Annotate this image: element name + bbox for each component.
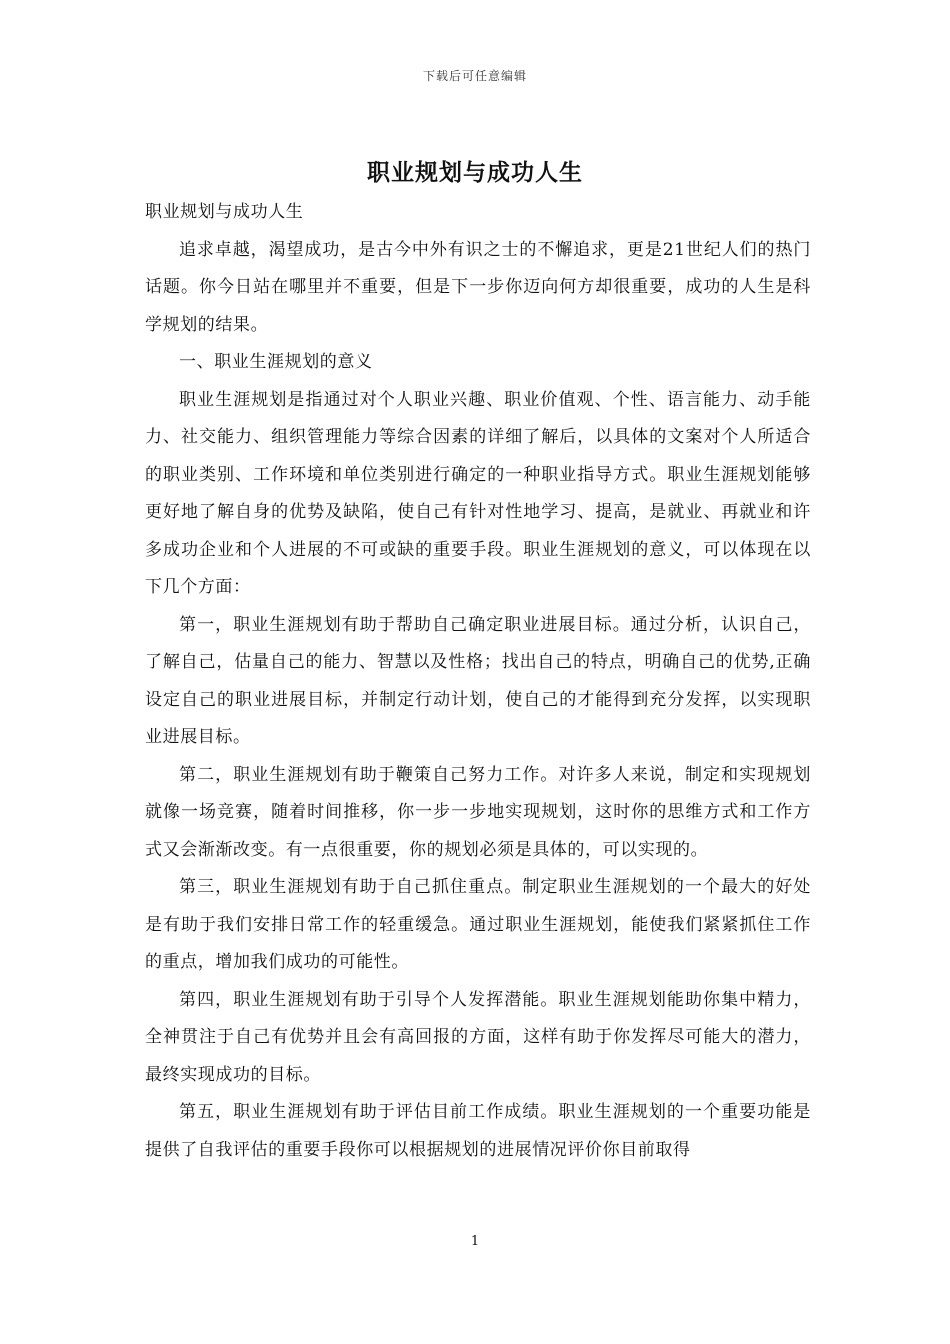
point-three-paragraph: 第三，职业生涯规划有助于自己抓住重点。制定职业生涯规划的一个最大的好处是有助于我们安排日常工作的轻重缓急。通过职业生涯规划，能使我们紧紧抓住工作的重点，增加我们成功的可能性。 [145,877,811,972]
document-body [145,194,811,1169]
intro-paragraph: 追求卓越，渴望成功，是古今中外有识之士的不懈追求，更是21世纪人们的热门话题。你今日站在哪里并不重要，但是下一步你迈向何方却很重要，成功的人生是科学规划的结果。 [145,239,811,335]
header-note: 下载后可任意编辑 [422,69,527,83]
document-title: 职业规划与成功人生 [367,159,583,186]
point-one-paragraph: 第一，职业生涯规划有助于帮助自己确定职业进展目标。通过分析，认识自己，了解自己，估量自己的能力、智慧以及性格；找出自己的特点，明确自己的优势,正确设定自己的职业进展目标，并制定行动计划，使自己的才能得到充分发挥，以实现职业进展目标。 [145,614,811,747]
definition-paragraph: 职业生涯规划是指通过对个人职业兴趣、职业价值观、个性、语言能力、动手能力、社交能力、组织管理能力等综合因素的详细了解后，以具体的文案对个人所适合的职业类别、工作环境和单位类别进行确定的一种职业指导方式。职业生涯规划能够更好地了解自身的优势及缺陷，使自己有针对性地学习、提高，是就业、再就业和许多成功企业和个人进展的不可或缺的重要手段。职业生涯规划的意义，可以体现在以下几个方面： [145,389,811,597]
point-four-paragraph: 第四，职业生涯规划有助于引导个人发挥潜能。职业生涯规划能助你集中精力，全神贯注于自己有优势并且会有高回报的方面，这样有助于你发挥尽可能大的潜力，最终实现成功的目标。 [145,989,811,1085]
page-number: 1 [470,1234,480,1249]
point-five-paragraph: 第五，职业生涯规划有助于评估目前工作成绩。职业生涯规划的一个重要功能是提供了自我评估的重要手段你可以根据规划的进展情况评价你目前取得 [145,1102,811,1160]
point-two-paragraph: 第二，职业生涯规划有助于鞭策自己努力工作。对许多人来说，制定和实现规划就像一场竞赛，随着时间推移，你一步一步地实现规划，这时你的思维方式和工作方式又会渐渐改变。有一点很重要，你的规划必须是具体的，可以实现的。 [145,764,811,860]
subtitle-paragraph: 职业规划与成功人生 [145,202,304,222]
section-heading: 一、职业生涯规划的意义 [179,352,373,372]
